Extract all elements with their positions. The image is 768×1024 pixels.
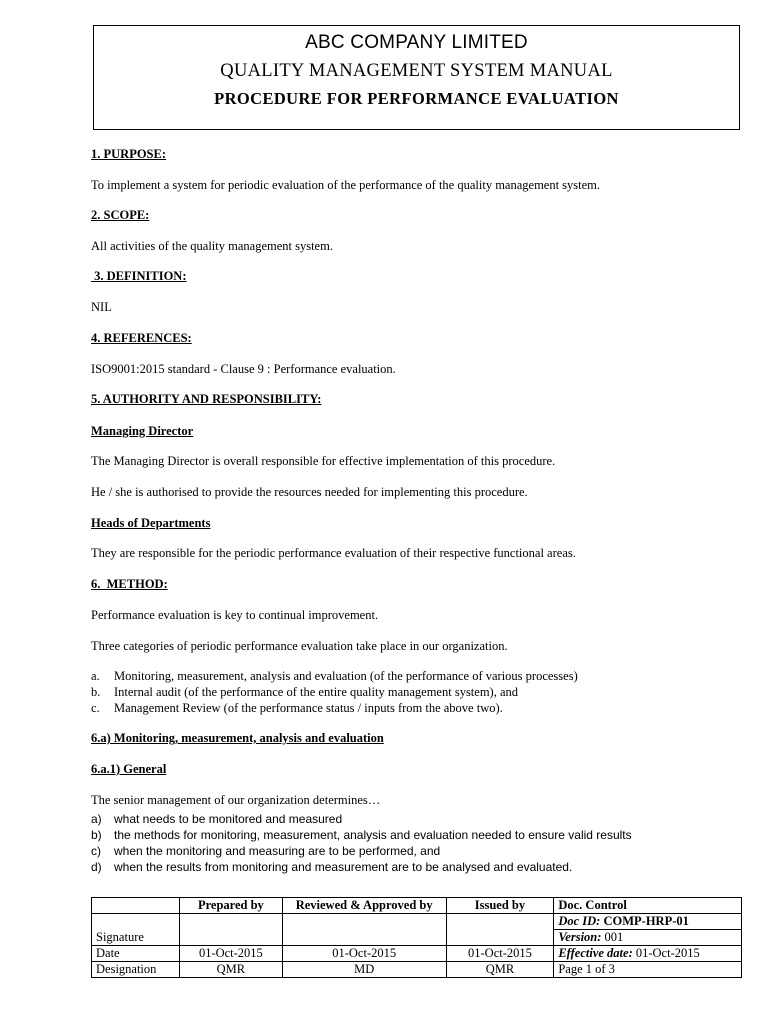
designation-label: Designation [92,962,180,978]
heads-of-departments-heading: Heads of Departments [91,516,211,530]
list-item-text: when the results from monitoring and measurement are to be analysed and evaluated. [114,860,573,874]
list-item [91,844,440,858]
prepared-date: 01-Oct-2015 [179,946,282,962]
doc-control-header: Doc. Control [554,898,742,914]
reviewed-approved-header: Reviewed & Approved by [282,898,446,914]
issued-date: 01-Oct-2015 [446,946,554,962]
list-item-text: when the monitoring and measuring are to be performed, and [114,844,441,858]
version-value: 001 [604,930,624,944]
definition-text: NIL [91,300,112,314]
list-item [91,812,342,826]
version-label: Version: [558,930,602,944]
document-header [93,25,740,130]
list-marker: b. [91,685,101,699]
list-marker: d) [91,860,102,874]
purpose-text: To implement a system for periodic evaluation of the performance of the quality management system. [91,178,601,192]
table-row [92,946,742,962]
doc-id-cell [554,914,742,930]
page-number: Page 1 of 3 [554,962,742,978]
list-marker: a) [91,812,102,826]
effective-date-label: Effective date: [558,946,633,960]
reviewed-date: 01-Oct-2015 [282,946,446,962]
prepared-designation: QMR [179,962,282,978]
prepared-by-header: Prepared by [179,898,282,914]
authority-heading: 5. AUTHORITY AND RESPONSIBILITY: [91,392,322,406]
list-item [91,828,632,842]
md-responsibility-text: The Managing Director is overall responsible for effective implementation of this procedure. [91,454,556,468]
list-item [91,669,578,684]
list-marker: b) [91,828,102,842]
list-item [91,701,503,716]
issued-signature-cell [446,914,554,946]
issued-designation: QMR [446,962,554,978]
hod-responsibility-text: They are responsible for the periodic performance evaluation of their respective functional areas. [91,546,576,560]
list-item [91,685,518,700]
md-authority-text: He / she is authorised to provide the resources needed for implementing this procedure. [91,485,528,499]
date-label: Date [92,946,180,962]
references-text: ISO9001:2015 standard - Clause 9 : Performance evaluation. [91,362,396,376]
doc-id-label: Doc ID: [558,914,601,928]
prepared-signature-cell [179,914,282,946]
scope-heading: 2. SCOPE: [91,208,150,222]
list-marker: a. [91,669,100,683]
method-intro-text: Performance evaluation is key to continual improvement. [91,608,379,622]
general-subheading: 6.a.1) General [91,762,167,776]
general-text: The senior management of our organization determines… [91,793,381,807]
table-cell [92,898,180,914]
scope-text: All activities of the quality management system. [91,239,333,253]
list-item [91,860,572,874]
list-item-text: Monitoring, measurement, analysis and evaluation (of the performance of various processes) [114,669,578,683]
issued-by-header: Issued by [446,898,554,914]
list-marker: c) [91,844,101,858]
signature-label: Signature [92,914,180,946]
effective-date-value: 01-Oct-2015 [635,946,700,960]
procedure-title: PROCEDURE FOR PERFORMANCE EVALUATION [214,89,619,108]
list-item-text: Management Review (of the performance status / inputs from the above two). [114,701,503,715]
method-heading: 6. METHOD: [91,577,168,591]
doc-id-value: COMP-HRP-01 [603,914,689,928]
list-marker: c. [91,701,100,715]
list-item-text: what needs to be monitored and measured [114,812,343,826]
company-name: ABC COMPANY LIMITED [305,32,528,53]
version-cell [554,930,742,946]
document-control-table [91,897,742,978]
managing-director-heading: Managing Director [91,424,194,438]
monitoring-subheading: 6.a) Monitoring, measurement, analysis and evaluation [91,731,384,745]
table-row [92,914,742,930]
list-item-text: Internal audit (of the performance of the entire quality management system), and [114,685,519,699]
definition-heading: 3. DEFINITION: [91,269,187,283]
references-heading: 4. REFERENCES: [91,331,192,345]
reviewed-designation: MD [282,962,446,978]
reviewed-signature-cell [282,914,446,946]
purpose-heading: 1. PURPOSE: [91,147,166,161]
table-row [92,898,742,914]
list-item-text: the methods for monitoring, measurement, analysis and evaluation needed to ensure valid results [114,828,632,842]
manual-title: QUALITY MANAGEMENT SYSTEM MANUAL [220,61,613,81]
effective-date-cell [554,946,742,962]
method-categories-text: Three categories of periodic performance evaluation take place in our organization. [91,639,508,653]
table-row [92,962,742,978]
